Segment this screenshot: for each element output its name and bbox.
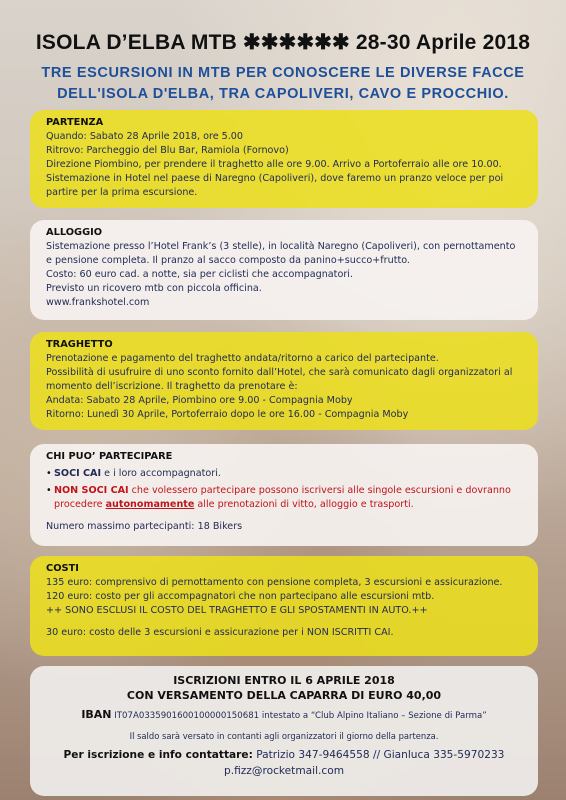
bullet-icon: • — [46, 485, 52, 496]
partenza-heading: PARTENZA — [46, 117, 104, 128]
partenza-when: Quando: Sabato 28 Aprile 2018, ore 5.00 — [46, 131, 244, 142]
soci-label: SOCI CAI — [54, 468, 102, 479]
header — [0, 30, 566, 105]
costi-excluded: ++ SONO ESCLUSI IL COSTO DEL TRAGHETTO E GLI SPOSTAMENTI IN AUTO.++ — [46, 605, 428, 616]
contact-phones: Patrizio 347-9464558 // Gianluca 335-5970233 — [252, 749, 505, 761]
costi-non-members: 30 euro: costo delle 3 escursioni e assicurazione per i NON ISCRITTI CAI. — [46, 627, 394, 638]
registration-footer — [30, 666, 538, 796]
partenza-meeting: Ritrovo: Parcheggio del Blu Bar, Ramiola (Fornovo) — [46, 145, 289, 156]
deposit-line: CON VERSAMENTO DELLA CAPARRA DI EURO 40,00 — [126, 689, 442, 702]
contact-label: Per iscrizione e info contattare: — [63, 749, 253, 761]
contact-line — [30, 749, 538, 761]
partenza-accommodation: Sistemazione in Hotel nel paese di Naregno (Capoliveri), dove faremo un pranzo veloce per poi partire per la prima escursione. — [46, 173, 504, 198]
partenza-direction: Direzione Piombino, per prendere il traghetto alle ore 9.00. Arrivo a Portoferraio alle ore 10.00. — [46, 159, 502, 170]
partenza-panel — [30, 110, 538, 208]
page-subtitle: TRE ESCURSIONI IN MTB PER CONOSCERE LE DIVERSE FACCE DELL'ISOLA D'ELBA, TRA CAPOLIVERI, CAVO E PROCCHIO. — [41, 65, 525, 102]
alloggio-hotel: Sistemazione presso l’Hotel Frank’s (3 stelle), in località Naregno (Capoliveri), con pernottamento e pensione completa. Il pranzo al sacco composto da panino+succo+frutto. — [46, 241, 516, 266]
non-soci-item — [46, 484, 524, 512]
costi-heading: COSTI — [46, 563, 79, 574]
traghetto-discount: Possibilità di usufruire di uno sconto fornito dall’Hotel, che sarà comunicato dagli organizzatori al momento dell’iscrizione. Il traghetto da prenotare è: — [46, 367, 513, 392]
costi-panel — [30, 556, 538, 656]
alloggio-bike-storage: Previsto un ricovero mtb con piccola officina. — [46, 283, 262, 294]
hotel-website-link[interactable]: www.frankshotel.com — [46, 297, 150, 308]
soci-text: e i loro accompagnatori. — [101, 468, 221, 479]
traghetto-return: Ritorno: Lunedì 30 Aprile, Portoferraio dopo le ore 16.00 - Compagnia Moby — [46, 409, 409, 420]
page-title: ISOLA D’ELBA MTB ✱✱✱✱✱✱ 28-30 Aprile 2018 — [35, 31, 531, 54]
alloggio-cost: Costo: 60 euro cad. a notte, sia per ciclisti che accompagnatori. — [46, 269, 353, 280]
non-soci-emphasis: autonomamente — [105, 499, 195, 510]
balance-note: Il saldo sarà versato in contanti agli organizzatori il giorno della partenza. — [129, 731, 439, 741]
traghetto-outbound: Andata: Sabato 28 Aprile, Piombino ore 9.00 - Compagnia Moby — [46, 395, 353, 406]
max-participants: Numero massimo partecipanti: 18 Bikers — [46, 521, 243, 532]
partecipanti-panel — [30, 444, 538, 546]
alloggio-panel — [30, 220, 538, 320]
partecipanti-heading: CHI PUO’ PARTECIPARE — [46, 451, 173, 462]
non-soci-text: che volessero partecipare possono iscriversi alle singole escursioni e dovranno procedere — [54, 485, 511, 510]
traghetto-heading: TRAGHETTO — [46, 339, 113, 350]
costi-full: 135 euro: comprensivo di pernottamento con pensione completa, 3 escursioni e assicurazione. — [46, 577, 503, 588]
traghetto-booking: Prenotazione e pagamento del traghetto andata/ritorno a carico del partecipante. — [46, 353, 439, 364]
iban-line — [30, 708, 538, 721]
soci-item — [46, 467, 524, 481]
iban-text: IT07A0335901600100000150681 intestato a “Club Alpino Italiano – Sezione di Parma” — [111, 711, 487, 721]
traghetto-panel — [30, 332, 538, 430]
costi-companions: 120 euro: costo per gli accompagnatori che non partecipano alle escursioni mtb. — [46, 591, 435, 602]
non-soci-label: NON SOCI CAI — [54, 485, 129, 496]
bullet-icon: • — [46, 468, 52, 479]
non-soci-text-end: alle prenotazioni di vitto, alloggio e trasporti. — [194, 499, 414, 510]
registration-deadline: ISCRIZIONI ENTRO IL 6 APRILE 2018 — [173, 674, 395, 687]
iban-label: IBAN — [81, 708, 112, 721]
contact-email-link[interactable]: p.fizz@rocketmail.com — [223, 765, 345, 777]
alloggio-heading: ALLOGGIO — [46, 227, 103, 238]
